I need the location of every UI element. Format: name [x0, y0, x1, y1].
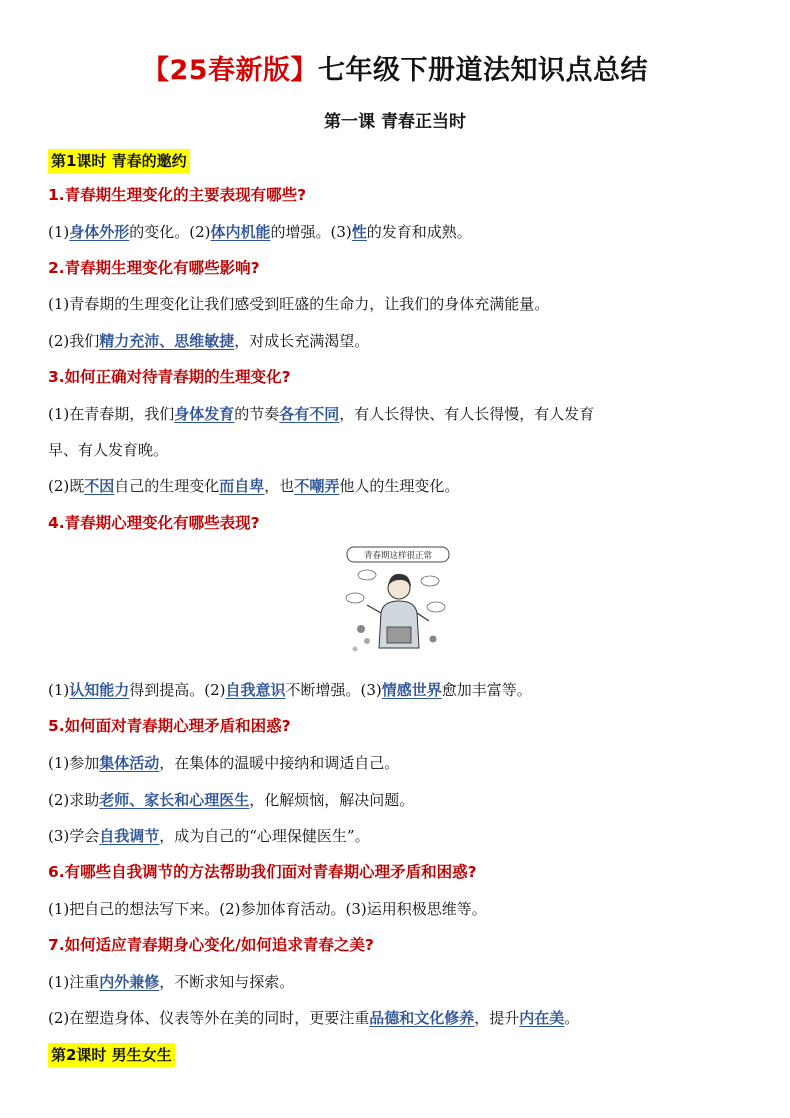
question-3: 3.如何正确对待青春期的生理变化? [48, 368, 291, 386]
answer-5-1: (1)参加集体活动，在集体的温暖中接纳和调适自己。 [48, 754, 400, 772]
answer-7-1: (1)注重内外兼修，不断求知与探索。 [48, 973, 295, 991]
question-6: 6.有哪些自我调节的方法帮助我们面对青春期心理矛盾和困惑? [48, 863, 477, 881]
question-7: 7.如何适应青春期身心变化/如何追求青春之美? [48, 936, 374, 954]
answer-3-1: (1)在青春期，我们身体发育的节奏各有不同，有人长得快、有人长得慢，有人发育 [48, 405, 595, 423]
answer-4: (1)认知能力得到提高。(2)自我意识不断增强。(3)情感世界愈加丰富等。 [48, 681, 532, 699]
question-2: 2.青春期生理变化有哪些影响? [48, 259, 260, 277]
illustration-caption: 青春期这样很正常 [363, 551, 433, 561]
answer-6: (1)把自己的想法写下来。(2)参加体育活动。(3)运用积极思维等。 [48, 900, 487, 918]
section-heading-2: 第2课时 男生女生 [48, 1043, 175, 1067]
lesson-heading: 第一课 青春正当时 [324, 112, 466, 132]
question-1: 1.青春期生理变化的主要表现有哪些? [48, 186, 307, 204]
adolescence-illustration [337, 543, 459, 667]
question-5: 5.如何面对青春期心理矛盾和困惑? [48, 717, 291, 735]
answer-2-1: (1)青春期的生理变化让我们感受到旺盛的生命力，让我们的身体充满能量。 [48, 295, 550, 313]
section-heading-1: 第1课时 青春的邀约 [48, 149, 190, 173]
page-title [0, 48, 790, 87]
answer-3-1-cont: 早、有人发育晚。 [48, 441, 169, 459]
answer-7-2: (2)在塑造身体、仪表等外在美的同时，更要注重品德和文化修养，提升内在美。 [48, 1009, 580, 1027]
answer-1: (1)身体外形的变化。(2)体内机能的增强。(3)性的发育和成熟。 [48, 223, 472, 241]
title-main: 七年级下册道法知识点总结 [318, 55, 649, 86]
answer-5-2: (2)求助老师、家长和心理医生，化解烦恼，解决问题。 [48, 791, 415, 809]
answer-3-2: (2)既不因自己的生理变化而自卑，也不嘲弄他人的生理变化。 [48, 477, 460, 495]
question-4: 4.青春期心理变化有哪些表现? [48, 514, 260, 532]
answer-2-2: (2)我们精力充沛、思维敏捷，对成长充满渴望。 [48, 332, 370, 350]
answer-5-3: (3)学会自我调节，成为自己的“心理保健医生”。 [48, 827, 370, 845]
title-prefix: 【25春新版】 [141, 55, 319, 86]
